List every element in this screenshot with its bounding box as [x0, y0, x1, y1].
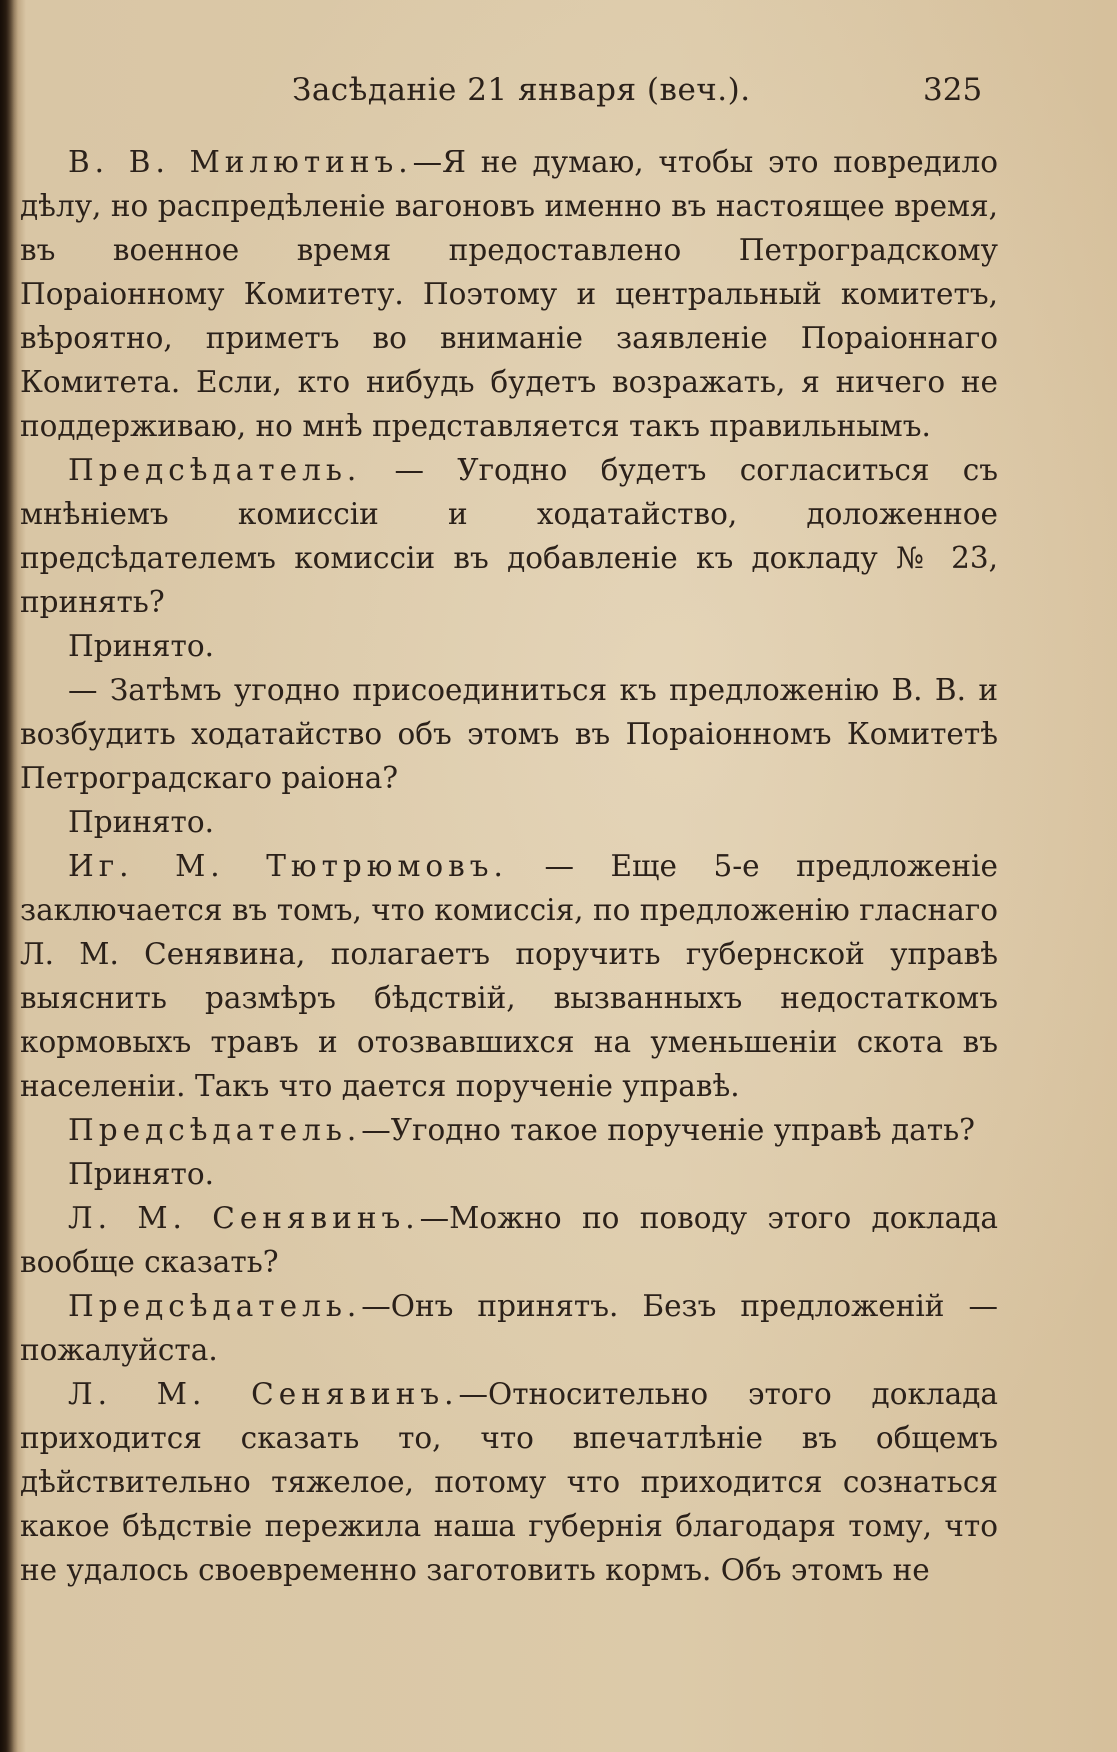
running-title: Засѣданіе 21 января (веч.).: [292, 72, 751, 108]
paragraph-proposal-join: [20, 668, 998, 800]
speaker-name: В. В. Милютинъ.: [68, 145, 413, 179]
paragraph-text: —Угодно такое порученіе управѣ дать?: [361, 1113, 975, 1147]
paragraph-text: —Можно по поводу этого доклада вообще сказать?: [20, 1201, 999, 1279]
binding-shadow: [0, 0, 18, 1752]
paragraph-accepted-2: [20, 800, 998, 844]
paragraph-text: Принято.: [68, 1157, 215, 1191]
paragraph-chairman-3: [20, 1284, 998, 1372]
paragraph-text: Принято.: [68, 805, 215, 839]
speaker-name: Л. М. Сенявинъ.: [68, 1201, 420, 1235]
speaker-name: Л. М. Сенявинъ.: [68, 1377, 459, 1411]
paragraph-text: — Затѣмъ угодно присоединиться къ предложенію В. В. и возбудить ходатайство объ этомъ въ Пораіонномъ Комитетѣ Петроградскаго раіона?: [20, 673, 998, 795]
speaker-name: Предсѣдатель.: [68, 1113, 362, 1147]
paragraph-chairman-1: [20, 448, 998, 624]
paragraph-tyutryumov: [20, 844, 998, 1108]
paragraph-text: —Относительно этого доклада приходится сказать то, что впечатлѣніе въ общемъ дѣйствительно тяжелое, потому что приходится сознаться какое бѣдствіе пережила наша губернія благодаря тому, что не удалось своевременно заготовить кормъ. Объ этомъ не: [20, 1377, 998, 1587]
paragraph-text: — Еще 5-е предложеніе заключается въ томъ, что комиссія, по предложенію гласнаго Л. М. Сенявина, полагаетъ поручить губернской управѣ выяснить размѣръ бѣдствій, вызванныхъ недостаткомъ кормовыхъ травъ и отозвавшихся на уменьшеніи скота въ населеніи. Такъ что дается порученіе управѣ.: [20, 849, 998, 1103]
paragraph-accepted-3: [20, 1152, 998, 1196]
paragraph-text: —Онъ принятъ. Безъ предложеній —пожалуйста.: [20, 1289, 998, 1367]
paragraph-text: — Угодно будетъ согласиться съ мнѣніемъ комиссіи и ходатайство, доложенное предсѣдателемъ комиссіи въ добавленіе къ докладу № 23, принять?: [20, 453, 998, 619]
paragraph-senyavin-1: [20, 1196, 998, 1284]
paragraph-chairman-2: [20, 1108, 998, 1152]
page-number: 325: [923, 72, 983, 108]
paragraph-milyutin: [20, 140, 998, 448]
paragraph-senyavin-2: [20, 1372, 998, 1592]
speaker-name: Предсѣдатель.: [68, 1289, 362, 1323]
paragraph-text: Принято.: [68, 629, 215, 663]
paragraph-text: —Я не думаю, чтобы это повредило дѣлу, но распредѣленіе вагоновъ именно въ настоящее время, въ военное время предоставлено Петроградскому Пораіонному Комитету. Поэтому и центральный комитетъ, вѣроятно, приметъ во вниманіе заявленіе Пораіоннаго Комитета. Если, кто нибудь будетъ возражать, я ничего не поддерживаю, но мнѣ представляется такъ правильнымъ.: [20, 145, 998, 443]
page-header: [0, 72, 1117, 112]
speaker-name: Иг. М. Тютрюмовъ.: [68, 849, 508, 883]
paragraph-accepted-1: [20, 624, 998, 668]
page-body: [20, 140, 998, 1592]
speaker-name: Предсѣдатель.: [68, 453, 362, 487]
